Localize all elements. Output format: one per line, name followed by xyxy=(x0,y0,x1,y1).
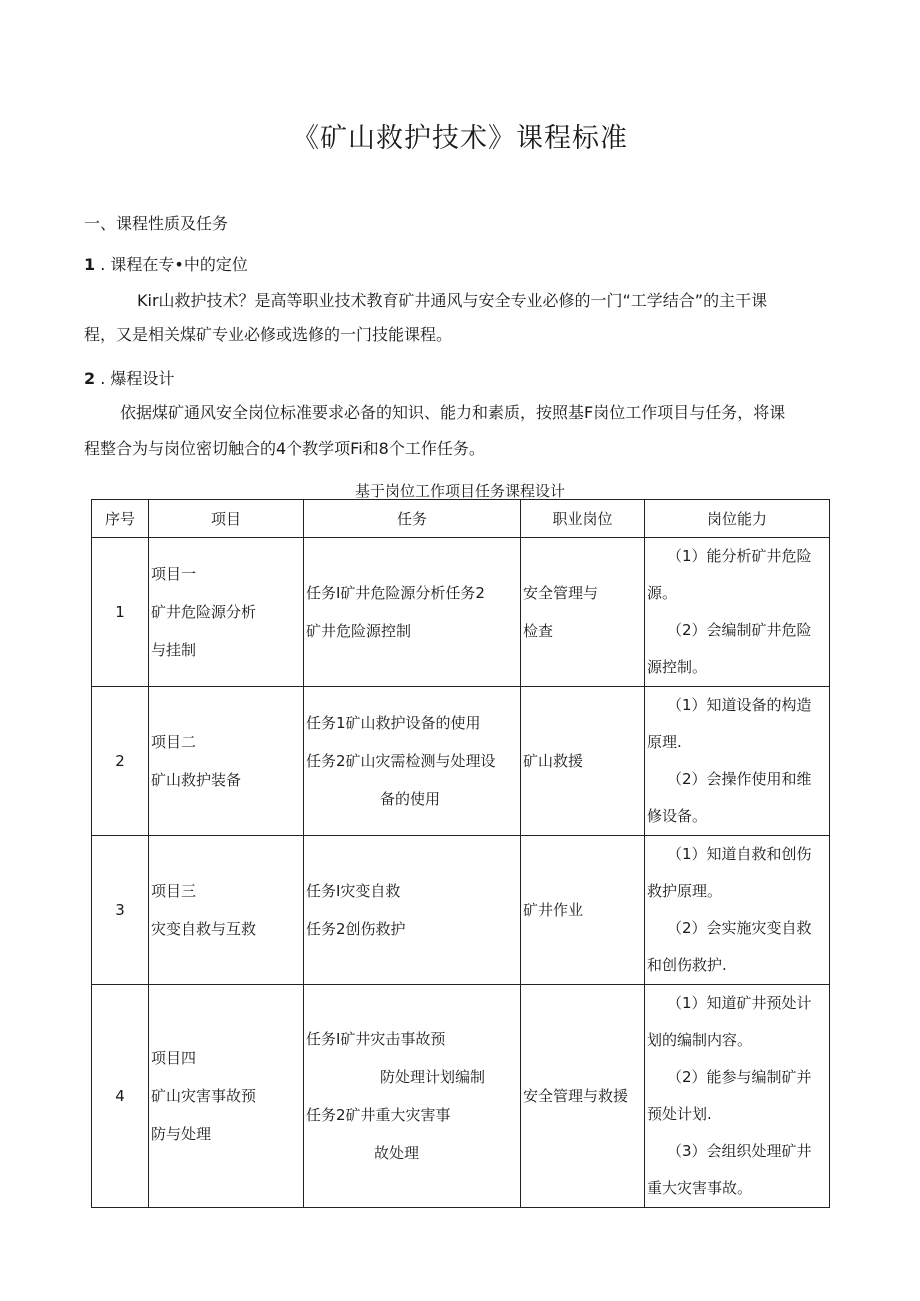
project-line: 项目二 xyxy=(151,733,197,751)
post-cell xyxy=(521,538,645,687)
table-row xyxy=(92,985,830,1208)
task-line: 备的使用 xyxy=(380,790,441,808)
project-cell xyxy=(149,538,304,687)
ability-cell xyxy=(645,836,830,985)
project-cell xyxy=(149,836,304,985)
row-number: 1 xyxy=(92,538,149,687)
post-line: 安全管理与救援 xyxy=(523,1087,629,1105)
post-cell xyxy=(521,687,645,836)
task-line: 任务1矿山救护设备的使用 xyxy=(306,714,481,732)
task-line: 任务2矿井重大灾害事 xyxy=(306,1106,451,1124)
post-line: 矿井作业 xyxy=(523,901,584,919)
ability-line: 修设备。 xyxy=(647,807,708,825)
document-title: 《矿山救护技术》课程标准 xyxy=(292,123,628,154)
table-row xyxy=(92,836,830,985)
ability-line: 救护原理。 xyxy=(647,882,723,900)
project-line: 矿山救护装备 xyxy=(151,771,242,789)
task-line: 故处理 xyxy=(374,1144,420,1162)
task-cell xyxy=(304,538,521,687)
ability-cell xyxy=(645,985,830,1208)
ability-line: 源。 xyxy=(647,584,678,602)
project-cell xyxy=(149,687,304,836)
header-cell: 岗位能力 xyxy=(645,500,830,538)
ability-line: （1）能分析矿井危险 xyxy=(667,547,812,565)
section-heading: 一、课程性质及任务 xyxy=(84,214,229,233)
project-cell xyxy=(149,985,304,1208)
ability-line: （2）会操作使用和维 xyxy=(667,770,812,788)
task-line: 任务I矿井危险源分析任务2 xyxy=(306,584,485,602)
task-line: 任务I灾变自救 xyxy=(306,882,401,900)
project-line: 与挂制 xyxy=(151,641,197,659)
task-line: 防处理计划编制 xyxy=(380,1068,486,1086)
ability-line: （1）知道矿井预处计 xyxy=(667,994,812,1012)
task-line: 任务2矿山灾需检测与处理设 xyxy=(306,752,496,770)
post-line: 检查 xyxy=(523,622,554,640)
post-line: 安全管理与 xyxy=(523,584,599,602)
paragraph-line: 程整合为与岗位密切触合的4个教学项Fi和8个工作任务。 xyxy=(84,439,485,458)
post-cell xyxy=(521,836,645,985)
table-header-row xyxy=(92,500,830,538)
subsection-number: 1 xyxy=(84,255,96,274)
header-cell: 项目 xyxy=(149,500,304,538)
ability-line: （3）会组织处理矿井 xyxy=(667,1142,812,1160)
header-cell: 职业岗位 xyxy=(521,500,645,538)
project-line: 项目三 xyxy=(151,882,197,900)
ability-line: 划的编制内容。 xyxy=(647,1031,753,1049)
post-cell xyxy=(521,985,645,1208)
subsection-number: 2 xyxy=(84,369,96,388)
post-line: 矿山救援 xyxy=(523,752,584,770)
subsection-label: . 课程在专•中的定位 xyxy=(100,255,248,274)
header-cell: 任务 xyxy=(304,500,521,538)
task-cell xyxy=(304,985,521,1208)
project-line: 防与处理 xyxy=(151,1125,212,1143)
task-line: 任务I矿井灾击事故预 xyxy=(306,1030,446,1048)
ability-line: 和创伤救护. xyxy=(647,956,727,974)
subsection-heading-2 xyxy=(84,366,174,389)
paragraph-line: 程，又是相关煤矿专业必修或选修的一门技能课程。 xyxy=(84,325,453,344)
subsection-heading-1 xyxy=(84,252,248,275)
table-row xyxy=(92,687,830,836)
course-design-table xyxy=(91,499,830,1208)
task-line: 任务2创伤救护 xyxy=(306,920,406,938)
ability-line: （2）会编制矿井危险 xyxy=(667,621,812,639)
row-number: 2 xyxy=(92,687,149,836)
subsection-label: . 爆程设计 xyxy=(100,369,175,388)
task-cell xyxy=(304,836,521,985)
paragraph-line: 依据煤矿通风安全岗位标准要求必备的知识、能力和素质，按照基F岗位工作项目与任务，将课 xyxy=(120,403,786,422)
ability-line: 预处计划. xyxy=(647,1105,712,1123)
project-line: 项目一 xyxy=(151,565,197,583)
ability-line: （2）会实施灾变自救 xyxy=(667,919,812,937)
row-number: 4 xyxy=(92,985,149,1208)
table-row xyxy=(92,538,830,687)
project-line: 灾变自救与互救 xyxy=(151,920,257,938)
row-number: 3 xyxy=(92,836,149,985)
paragraph-line: Kir山救护技术？是高等职业技术教育矿井通风与安全专业必修的一门“工学结合”的主干课 xyxy=(137,291,768,310)
table-caption: 基于岗位工作项目任务课程设计 xyxy=(354,482,565,500)
project-line: 矿山灾害事故预 xyxy=(151,1087,257,1105)
ability-cell xyxy=(645,538,830,687)
ability-line: （1）知道自救和创伤 xyxy=(667,845,812,863)
task-line: 矿井危险源控制 xyxy=(306,622,412,640)
ability-line: 重大灾害事故。 xyxy=(647,1179,753,1197)
project-line: 项目四 xyxy=(151,1049,197,1067)
header-cell: 序号 xyxy=(92,500,149,538)
ability-line: （2）能参与编制矿并 xyxy=(667,1068,812,1086)
ability-line: （1）知道设备的构造 xyxy=(667,696,812,714)
ability-line: 原理. xyxy=(647,733,682,751)
ability-line: 源控制。 xyxy=(647,658,708,676)
project-line: 矿井危险源分析 xyxy=(151,603,257,621)
ability-cell xyxy=(645,687,830,836)
task-cell xyxy=(304,687,521,836)
